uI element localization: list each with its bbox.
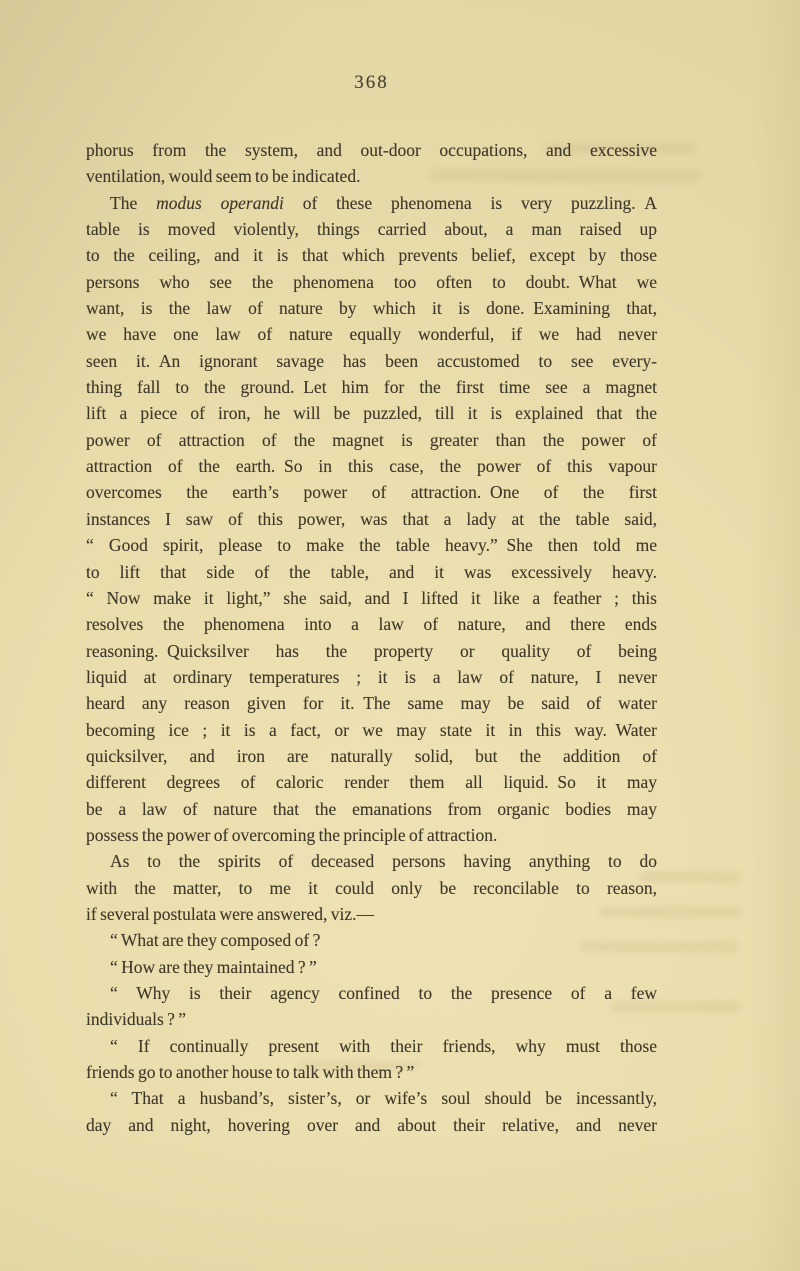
text-line: liquid at ordinary temperatures ; it is a law of nature, I never bbox=[86, 666, 657, 687]
text-line: seen it. An ignorant savage has been accustomed to see every- bbox=[86, 350, 657, 371]
text-line: thing fall to the ground. Let him for the first time see a magnet bbox=[86, 377, 657, 398]
text-line: want, is the law of nature by which it is done. Examining that, bbox=[86, 298, 657, 319]
text-line: individuals ? ” bbox=[86, 1009, 187, 1030]
text-line: to the ceiling, and it is that which prevents belief, except by those bbox=[86, 245, 657, 266]
text-line: power of attraction of the magnet is greater than the power of bbox=[86, 429, 657, 450]
text-line: lift a piece of iron, he will be puzzled, till it is explained that the bbox=[86, 403, 657, 424]
text-segment: The bbox=[110, 192, 157, 213]
text-line: quicksilver, and iron are naturally solid, but the addition of bbox=[86, 745, 657, 766]
text-line: phorus from the system, and out-door occupations, and excessive bbox=[86, 140, 657, 160]
text-line bbox=[86, 190, 657, 216]
text-line: be a law of nature that the emanations from organic bodies may bbox=[86, 798, 657, 819]
text-line: table is moved violently, things carried about, a man raised up bbox=[86, 219, 657, 240]
text-line: possess the power of overcoming the principle of attraction. bbox=[86, 824, 498, 845]
text-line: ventilation, would seem to be indicated. bbox=[86, 166, 361, 187]
text-segment-italic: modus operandi bbox=[156, 192, 284, 213]
text-line: day and night, hovering over and about their relative, and never bbox=[86, 1114, 657, 1135]
text-line: instances I saw of this power, was that a lady at the table said, bbox=[86, 508, 657, 529]
text-line: As to the spirits of deceased persons having anything to do bbox=[110, 851, 657, 872]
text-line: “ Good spirit, please to make the table heavy.” She then told me bbox=[86, 535, 657, 556]
text-line: “ That a husband’s, sister’s, or wife’s soul should be incessantly, bbox=[110, 1088, 657, 1109]
text-line: “ If continually present with their friends, why must those bbox=[110, 1035, 657, 1056]
body-text bbox=[86, 137, 657, 1138]
text-line: persons who see the phenomena too often to doubt. What we bbox=[86, 271, 657, 292]
text-line: “ How are they maintained ? ” bbox=[110, 956, 317, 977]
text-line: we have one law of nature equally wonderful, if we had never bbox=[86, 324, 657, 345]
text-line: “ Why is their agency confined to the presence of a few bbox=[110, 983, 657, 1003]
text-line: “ What are they composed of ? bbox=[110, 930, 321, 951]
text-line: attraction of the earth. So in this case, the power of this vapour bbox=[86, 456, 657, 477]
text-line: if several postulata were answered, viz.— bbox=[86, 903, 375, 924]
text-line: heard any reason given for it. The same may be said of water bbox=[86, 693, 657, 714]
text-line: becoming ice ; it is a fact, or we may state it in this way. Water bbox=[86, 719, 657, 740]
text-line: reasoning. Quicksilver has the property or quality of being bbox=[86, 640, 657, 661]
text-line: different degrees of caloric render them all liquid. So it may bbox=[86, 772, 657, 793]
text-line: overcomes the earth’s power of attraction. One of the first bbox=[86, 482, 657, 503]
page-number: 368 bbox=[354, 72, 389, 93]
text-line: to lift that side of the table, and it was excessively heavy. bbox=[86, 561, 657, 582]
text-segment: of these phenomena is very puzzling. A bbox=[283, 192, 657, 213]
text-line: with the matter, to me it could only be reconcilable to reason, bbox=[86, 877, 657, 898]
text-line: resolves the phenomena into a law of nature, and there ends bbox=[86, 614, 657, 635]
text-line: friends go to another house to talk with them ? ” bbox=[86, 1062, 415, 1083]
text-line: “ Now make it light,” she said, and I lifted it like a feather ; this bbox=[86, 587, 657, 608]
